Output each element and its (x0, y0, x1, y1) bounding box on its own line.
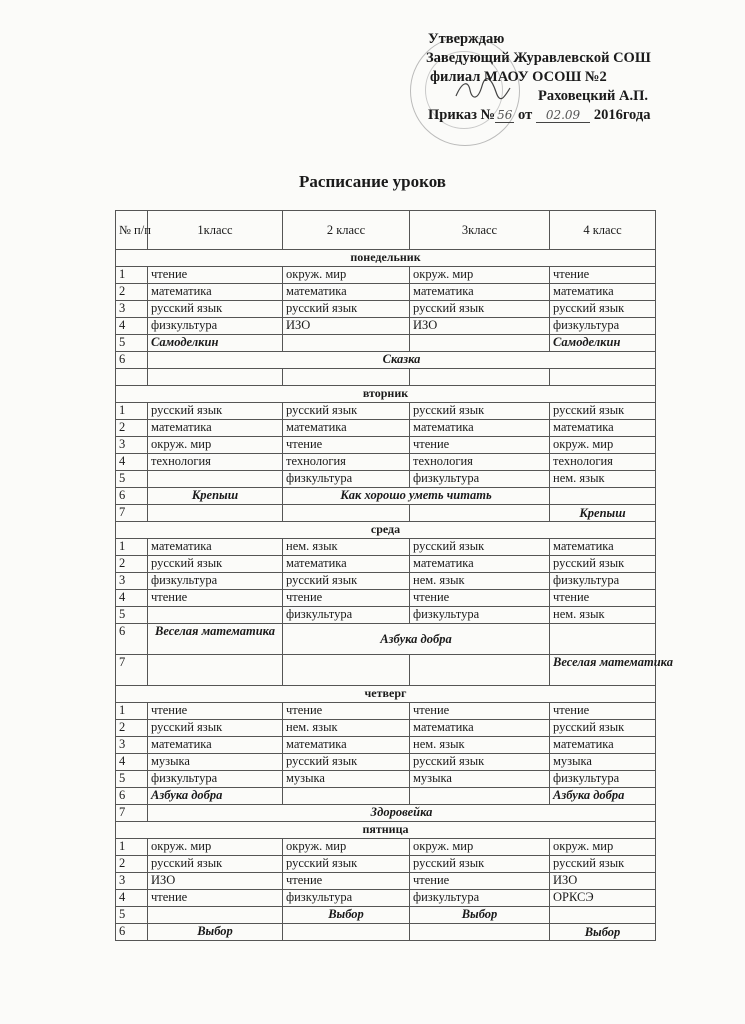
cell: математика (410, 556, 550, 573)
lesson-num: 3 (116, 873, 148, 890)
cell: русский язык (283, 754, 410, 771)
cell: русский язык (283, 573, 410, 590)
cell: Выбор (550, 924, 656, 941)
page-title: Расписание уроков (299, 172, 446, 191)
cell: русский язык (550, 301, 656, 318)
cell: русский язык (410, 856, 550, 873)
cell: чтение (550, 267, 656, 284)
table-row (116, 890, 656, 907)
cell: нем. язык (283, 720, 410, 737)
table-row (116, 624, 656, 655)
cell: чтение (283, 590, 410, 607)
cell: чтение (148, 590, 283, 607)
cell: окруж. мир (410, 839, 550, 856)
cell: Выбор (148, 924, 283, 941)
table-row (116, 703, 656, 720)
table-row (116, 924, 656, 941)
cell (148, 471, 283, 488)
cell (410, 788, 550, 805)
cell: русский язык (148, 556, 283, 573)
cell (410, 924, 550, 941)
cell (410, 335, 550, 352)
cell (283, 369, 410, 386)
cell: математика (148, 737, 283, 754)
order-date: 02.09 (536, 108, 590, 123)
cell: нем. язык (410, 737, 550, 754)
cell: окруж. мир (148, 839, 283, 856)
cell: чтение (410, 703, 550, 720)
cell: технология (410, 454, 550, 471)
day-row-friday (116, 822, 656, 839)
table-row (116, 352, 656, 369)
cell (148, 369, 283, 386)
cell (410, 655, 550, 686)
day-row-thursday (116, 686, 656, 703)
cell: русский язык (550, 403, 656, 420)
table-row (116, 301, 656, 318)
cell: физкультура (148, 318, 283, 335)
cell: русский язык (283, 301, 410, 318)
cell: окруж. мир (550, 437, 656, 454)
cell: физкультура (550, 318, 656, 335)
approval-order (410, 106, 710, 125)
cell: чтение (410, 437, 550, 454)
cell (148, 655, 283, 686)
table-row (116, 839, 656, 856)
table-row (116, 805, 656, 822)
lesson-num: 6 (116, 488, 148, 505)
cell: русский язык (283, 856, 410, 873)
cell (550, 488, 656, 505)
table-row (116, 539, 656, 556)
table-row (116, 471, 656, 488)
cell: математика (550, 284, 656, 301)
cell: физкультура (410, 471, 550, 488)
day-row-monday (116, 250, 656, 267)
order-year: 2016года (593, 107, 651, 123)
day-label: пятница (116, 822, 656, 839)
day-label: понедельник (116, 250, 656, 267)
cell: ОРКСЭ (550, 890, 656, 907)
table-row (116, 771, 656, 788)
table-row (116, 655, 656, 686)
cell: технология (550, 454, 656, 471)
lesson-num: 5 (116, 607, 148, 624)
cell: физкультура (148, 771, 283, 788)
cell: физкультура (410, 890, 550, 907)
approval-organization: филиал МАОУ ОСОШ №2 (430, 69, 607, 85)
cell: Веселая математика (148, 624, 283, 655)
day-row-wednesday (116, 522, 656, 539)
table-row (116, 856, 656, 873)
day-label: среда (116, 522, 656, 539)
table-row (116, 607, 656, 624)
cell: ИЗО (283, 318, 410, 335)
table-row (116, 754, 656, 771)
cell: русский язык (410, 539, 550, 556)
cell: физкультура (148, 573, 283, 590)
cell: русский язык (550, 856, 656, 873)
cell: русский язык (148, 403, 283, 420)
cell: математика (148, 284, 283, 301)
cell: нем. язык (410, 573, 550, 590)
table-row (116, 267, 656, 284)
cell: Как хорошо уметь читать (283, 488, 550, 505)
cell: окруж. мир (410, 267, 550, 284)
cell: математика (410, 284, 550, 301)
header-class-1: 1класс (148, 211, 283, 250)
header-class-3: 3класс (410, 211, 550, 250)
cell: физкультура (410, 607, 550, 624)
table-row (116, 788, 656, 805)
cell: русский язык (410, 754, 550, 771)
day-label: четверг (116, 686, 656, 703)
cell (283, 655, 410, 686)
lesson-num: 1 (116, 403, 148, 420)
order-number: 56 (497, 108, 513, 122)
cell (148, 607, 283, 624)
lesson-num: 3 (116, 437, 148, 454)
cell: Здоровейка (148, 805, 656, 822)
cell: технология (283, 454, 410, 471)
lesson-num: 7 (116, 805, 148, 822)
cell (550, 369, 656, 386)
lesson-num: 3 (116, 301, 148, 318)
table-row (116, 907, 656, 924)
cell (410, 369, 550, 386)
cell: чтение (283, 437, 410, 454)
cell: окруж. мир (283, 267, 410, 284)
cell: ИЗО (148, 873, 283, 890)
table-row (116, 420, 656, 437)
table-row (116, 403, 656, 420)
cell: математика (283, 737, 410, 754)
approval-signatory: Раховецкий А.П. (538, 88, 649, 104)
cell: Самоделкин (148, 335, 283, 352)
table-row (116, 720, 656, 737)
cell: физкультура (283, 890, 410, 907)
cell: Веселая математика (550, 655, 656, 686)
table-row (116, 505, 656, 522)
cell: физкультура (550, 573, 656, 590)
table-row (116, 737, 656, 754)
cell (550, 624, 656, 655)
cell: физкультура (283, 607, 410, 624)
cell: Азбука добра (148, 788, 283, 805)
cell: нем. язык (550, 471, 656, 488)
cell: ИЗО (410, 318, 550, 335)
cell: технология (148, 454, 283, 471)
lesson-num: 4 (116, 754, 148, 771)
cell: Сказка (148, 352, 656, 369)
cell: Выбор (410, 907, 550, 924)
lesson-num: 7 (116, 505, 148, 522)
cell: физкультура (283, 471, 410, 488)
lesson-num: 6 (116, 624, 148, 655)
approval-block (410, 30, 710, 125)
lesson-num: 2 (116, 720, 148, 737)
cell: ИЗО (550, 873, 656, 890)
lesson-num: 2 (116, 556, 148, 573)
cell: русский язык (550, 720, 656, 737)
lesson-num: 1 (116, 703, 148, 720)
cell (283, 505, 410, 522)
cell: математика (283, 556, 410, 573)
lesson-num: 4 (116, 590, 148, 607)
cell: чтение (283, 873, 410, 890)
cell: русский язык (410, 403, 550, 420)
cell: математика (410, 720, 550, 737)
cell: чтение (550, 590, 656, 607)
cell: окруж. мир (550, 839, 656, 856)
lesson-num: 3 (116, 573, 148, 590)
cell: русский язык (410, 301, 550, 318)
table-row (116, 873, 656, 890)
cell: нем. язык (550, 607, 656, 624)
cell: окруж. мир (283, 839, 410, 856)
lesson-num: 5 (116, 471, 148, 488)
lesson-num: 6 (116, 788, 148, 805)
cell: математика (410, 420, 550, 437)
schedule-table (115, 210, 673, 941)
approval-title: Утверждаю (428, 31, 505, 47)
lesson-num: 7 (116, 655, 148, 686)
cell (283, 335, 410, 352)
cell: музыка (148, 754, 283, 771)
header-class-4: 4 класс (550, 211, 656, 250)
cell: русский язык (283, 403, 410, 420)
cell: математика (550, 737, 656, 754)
cell: математика (148, 539, 283, 556)
day-row-tuesday (116, 386, 656, 403)
order-from: от (518, 107, 533, 123)
lesson-num: 4 (116, 318, 148, 335)
cell: математика (550, 420, 656, 437)
lesson-num: 5 (116, 907, 148, 924)
cell: чтение (148, 890, 283, 907)
lesson-num: 5 (116, 771, 148, 788)
lesson-num: 1 (116, 839, 148, 856)
cell: чтение (148, 267, 283, 284)
lesson-num: 4 (116, 890, 148, 907)
cell (550, 907, 656, 924)
table-row (116, 335, 656, 352)
cell: математика (283, 420, 410, 437)
lesson-num: 4 (116, 454, 148, 471)
cell: окруж. мир (148, 437, 283, 454)
cell: музыка (550, 754, 656, 771)
approval-position: Заведующий Журавлевской СОШ (426, 50, 651, 66)
cell: Азбука добра (283, 624, 550, 655)
header-row (116, 211, 656, 250)
lesson-num: 2 (116, 420, 148, 437)
cell (116, 369, 148, 386)
cell: музыка (283, 771, 410, 788)
cell (283, 924, 410, 941)
cell: математика (550, 539, 656, 556)
cell: чтение (410, 873, 550, 890)
cell: чтение (550, 703, 656, 720)
lesson-num: 6 (116, 352, 148, 369)
lesson-num: 6 (116, 924, 148, 941)
lesson-num: 2 (116, 284, 148, 301)
header-class-2: 2 класс (283, 211, 410, 250)
cell: чтение (283, 703, 410, 720)
cell: нем. язык (283, 539, 410, 556)
table-row (116, 488, 656, 505)
cell: Крепыш (148, 488, 283, 505)
header-num: № п/п (116, 211, 148, 250)
cell: музыка (410, 771, 550, 788)
cell: русский язык (148, 720, 283, 737)
table-row (116, 284, 656, 301)
cell (148, 907, 283, 924)
cell: Выбор (283, 907, 410, 924)
lesson-num: 1 (116, 267, 148, 284)
table-row-empty (116, 369, 656, 386)
cell: физкультура (550, 771, 656, 788)
lesson-num: 3 (116, 737, 148, 754)
cell: русский язык (148, 301, 283, 318)
table-row (116, 573, 656, 590)
cell: русский язык (148, 856, 283, 873)
cell (148, 505, 283, 522)
lesson-num: 1 (116, 539, 148, 556)
day-label: вторник (116, 386, 656, 403)
order-prefix: Приказ № (428, 107, 496, 123)
table-row (116, 556, 656, 573)
table-row (116, 454, 656, 471)
table-row (116, 318, 656, 335)
cell: русский язык (550, 556, 656, 573)
cell: математика (148, 420, 283, 437)
cell: Азбука добра (550, 788, 656, 805)
cell: чтение (148, 703, 283, 720)
table-row (116, 437, 656, 454)
cell: математика (283, 284, 410, 301)
cell: Самоделкин (550, 335, 656, 352)
cell (283, 788, 410, 805)
cell: чтение (410, 590, 550, 607)
cell (410, 505, 550, 522)
cell: Крепыш (550, 505, 656, 522)
lesson-num: 5 (116, 335, 148, 352)
lesson-num: 2 (116, 856, 148, 873)
table-row (116, 590, 656, 607)
